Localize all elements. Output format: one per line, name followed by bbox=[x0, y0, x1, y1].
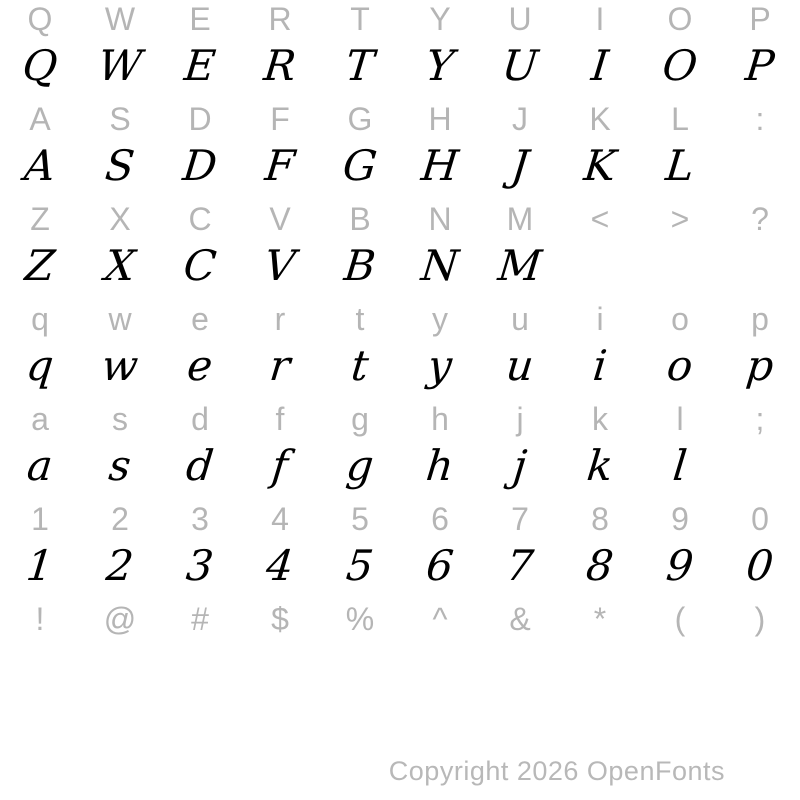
glyph-char bbox=[717, 138, 800, 192]
reference-char: : bbox=[755, 100, 765, 137]
reference-char: O bbox=[667, 0, 693, 37]
glyph-char: 1 bbox=[24, 540, 56, 590]
reference-char: P bbox=[749, 0, 771, 37]
glyph-char: s bbox=[106, 440, 134, 490]
reference-char: V bbox=[269, 200, 291, 237]
glyph-char: g bbox=[343, 440, 377, 490]
reference-char: J bbox=[512, 100, 528, 137]
glyph-char: K bbox=[581, 140, 619, 190]
specimen-row-digits bbox=[0, 500, 800, 600]
reference-line bbox=[0, 300, 800, 338]
glyph-char bbox=[637, 638, 723, 692]
reference-char: T bbox=[350, 0, 370, 37]
reference-char: a bbox=[31, 400, 49, 437]
specimen-row-uppercase-top bbox=[0, 0, 800, 100]
reference-char: 5 bbox=[351, 500, 369, 537]
reference-char: Y bbox=[429, 0, 451, 37]
reference-line bbox=[0, 600, 800, 638]
reference-char: k bbox=[592, 400, 608, 437]
reference-char: S bbox=[109, 100, 131, 137]
glyph-char: i bbox=[590, 340, 610, 390]
glyph-char: l bbox=[670, 440, 690, 490]
reference-char: I bbox=[595, 0, 605, 37]
glyph-char: 5 bbox=[344, 540, 376, 590]
reference-char: M bbox=[506, 200, 534, 237]
glyph-char: q bbox=[23, 340, 57, 390]
glyph-char bbox=[717, 438, 800, 492]
reference-char: U bbox=[508, 0, 532, 37]
reference-char: < bbox=[590, 200, 610, 237]
reference-char: 6 bbox=[431, 500, 449, 537]
reference-char: % bbox=[345, 600, 375, 637]
glyph-char: N bbox=[419, 240, 461, 290]
glyph-char: V bbox=[262, 240, 298, 290]
reference-char: ? bbox=[751, 200, 769, 237]
reference-char: ( bbox=[674, 600, 686, 637]
glyph-char: p bbox=[743, 340, 777, 390]
glyph-char: H bbox=[419, 140, 461, 190]
reference-char: s bbox=[112, 400, 128, 437]
reference-line bbox=[0, 500, 800, 538]
glyph-char bbox=[397, 638, 483, 692]
glyph-line bbox=[0, 338, 800, 392]
reference-char: 3 bbox=[191, 500, 209, 537]
reference-char: W bbox=[104, 0, 136, 37]
glyph-char bbox=[157, 638, 243, 692]
reference-char: 1 bbox=[31, 500, 49, 537]
reference-char: 7 bbox=[511, 500, 529, 537]
reference-char: ! bbox=[35, 600, 45, 637]
reference-char: & bbox=[509, 600, 531, 637]
reference-char: B bbox=[349, 200, 371, 237]
reference-char: 2 bbox=[111, 500, 129, 537]
reference-char: t bbox=[355, 300, 365, 337]
reference-char: h bbox=[431, 400, 449, 437]
reference-char: H bbox=[428, 100, 452, 137]
glyph-char bbox=[717, 638, 800, 692]
glyph-char: 9 bbox=[664, 540, 696, 590]
reference-char: E bbox=[189, 0, 211, 37]
reference-char: # bbox=[191, 600, 209, 637]
glyph-char: e bbox=[184, 340, 215, 390]
reference-char: l bbox=[676, 400, 684, 437]
glyph-char bbox=[237, 638, 323, 692]
reference-char: G bbox=[347, 100, 373, 137]
glyph-char: I bbox=[589, 40, 611, 90]
glyph-char: E bbox=[182, 40, 218, 90]
glyph-char bbox=[637, 238, 723, 292]
glyph-char: u bbox=[503, 340, 537, 390]
glyph-char bbox=[477, 638, 563, 692]
reference-char: F bbox=[270, 100, 290, 137]
specimen-row-lowercase-home bbox=[0, 400, 800, 500]
glyph-char: w bbox=[99, 340, 141, 390]
glyph-char: D bbox=[180, 140, 220, 190]
reference-char: N bbox=[428, 200, 452, 237]
glyph-char bbox=[557, 638, 643, 692]
glyph-char bbox=[717, 238, 800, 292]
glyph-char: P bbox=[743, 40, 777, 90]
specimen-row-uppercase-bottom bbox=[0, 200, 800, 300]
glyph-char: a bbox=[24, 440, 56, 490]
reference-line bbox=[0, 200, 800, 238]
reference-char: * bbox=[593, 600, 607, 637]
glyph-char: 2 bbox=[104, 540, 136, 590]
glyph-char: X bbox=[102, 240, 138, 290]
glyph-char bbox=[77, 638, 163, 692]
glyph-char: 0 bbox=[744, 540, 776, 590]
glyph-char: k bbox=[584, 440, 616, 490]
glyph-char: y bbox=[425, 340, 455, 390]
reference-char: u bbox=[511, 300, 529, 337]
reference-char: y bbox=[432, 300, 448, 337]
reference-line bbox=[0, 400, 800, 438]
glyph-char: 6 bbox=[424, 540, 456, 590]
glyph-line bbox=[0, 438, 800, 492]
glyph-char: J bbox=[509, 140, 531, 190]
reference-char: d bbox=[191, 400, 209, 437]
glyph-line bbox=[0, 238, 800, 292]
glyph-char: M bbox=[495, 240, 545, 290]
reference-char: i bbox=[596, 300, 604, 337]
glyph-char: O bbox=[660, 40, 700, 90]
reference-char: j bbox=[516, 400, 524, 437]
reference-char: Z bbox=[30, 200, 50, 237]
glyph-char bbox=[0, 638, 83, 692]
reference-char: 8 bbox=[591, 500, 609, 537]
reference-char: e bbox=[191, 300, 209, 337]
specimen-row-lowercase-top bbox=[0, 300, 800, 400]
glyph-char bbox=[317, 638, 403, 692]
glyph-line bbox=[0, 638, 800, 692]
copyright-text: Copyright 2026 OpenFonts bbox=[388, 756, 725, 786]
reference-char: > bbox=[670, 200, 690, 237]
glyph-char: Q bbox=[20, 40, 60, 90]
glyph-line bbox=[0, 38, 800, 92]
glyph-char: B bbox=[341, 240, 379, 290]
glyph-char: W bbox=[95, 40, 145, 90]
specimen-row-symbols bbox=[0, 600, 800, 700]
glyph-char: d bbox=[183, 440, 217, 490]
glyph-char: A bbox=[22, 140, 58, 190]
reference-char: w bbox=[108, 300, 132, 337]
reference-char: 4 bbox=[271, 500, 289, 537]
glyph-line bbox=[0, 538, 800, 592]
glyph-char: C bbox=[181, 240, 219, 290]
glyph-char: U bbox=[499, 40, 541, 90]
reference-char: p bbox=[751, 300, 769, 337]
glyph-char bbox=[557, 238, 643, 292]
glyph-char: G bbox=[340, 140, 380, 190]
glyph-char: j bbox=[510, 440, 530, 490]
reference-char: 9 bbox=[671, 500, 689, 537]
reference-char: @ bbox=[103, 600, 137, 637]
reference-char: 0 bbox=[751, 500, 769, 537]
reference-char: g bbox=[351, 400, 369, 437]
reference-char: ) bbox=[754, 600, 766, 637]
reference-char: o bbox=[671, 300, 689, 337]
glyph-char: L bbox=[663, 140, 697, 190]
reference-line bbox=[0, 0, 800, 38]
glyph-char: Z bbox=[22, 240, 58, 290]
glyph-char: o bbox=[664, 340, 696, 390]
reference-char: R bbox=[268, 0, 292, 37]
glyph-char: R bbox=[261, 40, 299, 90]
glyph-char: 7 bbox=[504, 540, 536, 590]
reference-char: r bbox=[274, 300, 286, 337]
glyph-char: 3 bbox=[184, 540, 216, 590]
reference-char: Q bbox=[27, 0, 53, 37]
reference-char: L bbox=[671, 100, 689, 137]
glyph-line bbox=[0, 138, 800, 192]
reference-char: A bbox=[29, 100, 51, 137]
reference-char: q bbox=[31, 300, 49, 337]
reference-char: D bbox=[188, 100, 212, 137]
glyph-char: 4 bbox=[264, 540, 296, 590]
glyph-char: Y bbox=[423, 40, 457, 90]
glyph-char: S bbox=[103, 140, 137, 190]
glyph-char: 8 bbox=[584, 540, 616, 590]
specimen-row-uppercase-home bbox=[0, 100, 800, 200]
glyph-char: f bbox=[269, 440, 291, 490]
glyph-char: T bbox=[343, 40, 377, 90]
reference-char: ; bbox=[755, 400, 765, 437]
reference-char: C bbox=[188, 200, 212, 237]
glyph-char: h bbox=[423, 440, 457, 490]
glyph-char: F bbox=[262, 140, 298, 190]
reference-char: ^ bbox=[432, 600, 448, 637]
glyph-char: r bbox=[267, 340, 293, 390]
reference-char: $ bbox=[271, 600, 289, 637]
reference-char: f bbox=[275, 400, 285, 437]
reference-line bbox=[0, 100, 800, 138]
glyph-char: t bbox=[348, 340, 372, 390]
reference-char: X bbox=[109, 200, 131, 237]
reference-char: K bbox=[589, 100, 611, 137]
